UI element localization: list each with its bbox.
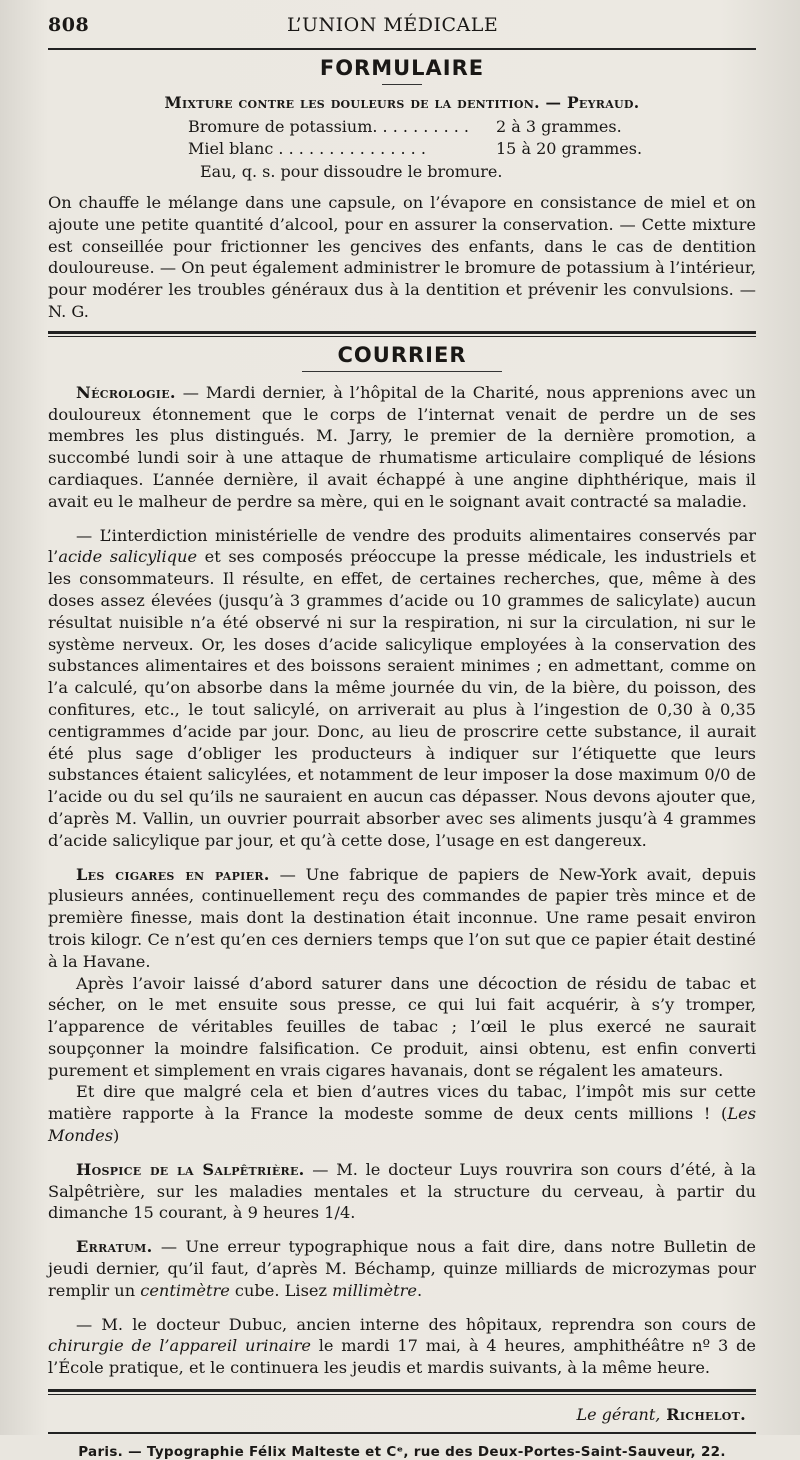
dubuc-italic: chirurgie de l’appareil urinaire [48, 1336, 311, 1356]
page-number: 808 [48, 14, 90, 36]
erratum-text-3: . [416, 1280, 423, 1300]
necrologie-lead: Nécrologie. [76, 382, 176, 402]
cigares-paragraph-2: Après l’avoir laissé d’abord saturer dans une décoction de résidu de tabac et sécher, on le met ensuite sous presse, ce qui lui fait acquérir, à s’y tromper, l’apparence de véritables feuilles de tabac ; l’œil le plus exercé ne saurait soupçonner la moindre falsification. Ce produit, ainsi obtenu, est enfin converti purement et simplement en vrais cigares havanais, dont se régalent les amateurs. [48, 973, 756, 1080]
courrier-heading: COURRIER [337, 342, 467, 367]
dubuc-text-2: le mardi 17 mai, à 4 heures, amphithéâtre nº 3 de l’École pratique, et le continuera les jeudis et mardis suivants, à la même heure. [48, 1336, 756, 1378]
cigares-lead: Les cigares en papier. [76, 864, 270, 884]
section-double-rule [48, 331, 756, 337]
erratum-text-1: — Une erreur typographique nous a fait dire, dans notre Bulletin de jeudi dernier, qu’il faut, d’après M. Béchamp, quinze milliards de microzymas pour remplir un [48, 1237, 756, 1300]
salicylique-text-rest: et ses composés préoccupe la presse médicale, les industriels et les consommateurs. Il résulte, en effet, de certaines recherches, que, même à des doses assez élevées (jusqu’à 3 grammes d’acide ou 10 grammes de salicylate) aucun résultat nuisible n’a été observé ni sur la respiration, ni sur la circulation, ni sur le système nerveux. Or, les doses d’acide salicylique employées à la conservation des substances alimentaires et des boissons seraient minimes ; en admettant, comme on l’a calculé, qu’on absorbe dans la même journée du vin, de la bière, du poisson, des confitures, etc., le tout salicylé, on arriverait au plus à l’ingestion de 0,30 à 0,35 centigrammes d’acide par jour. Donc, au lieu de proscrire cette substance, il aurait été plus sage d’obliger les producteurs à indiquer sur l’étiquette que leurs substances étaient salicylées, et notamment de leur imposer la dose maximum 0/0 de l’acide ou du sel qu’ils ne sauraient en aucun cas dépasser. Nous devons ajouter que, d’après M. Vallin, un ouvrier pourrait absorber avec ses aliments jusqu’à 4 grammes d’acide salicylique par jour, et qu’à cette dose, l’usage en est dangereux. [48, 547, 756, 850]
signature-label: Le gérant, [576, 1405, 661, 1425]
ingredient-quantity: 2 à 3 grammes. [496, 117, 622, 136]
salpetriere-text: — M. le docteur Luys rouvrira son cours d’été, à la Salpêtrière, sur les maladies mentales et la structure du cerveau, à partir du dimanche 15 courant, à 9 heures 1/4. [48, 1159, 756, 1223]
erratum-paragraph [48, 1236, 756, 1301]
cigares-paragraph-1 [48, 864, 756, 973]
formulaire-heading: FORMULAIRE [319, 56, 485, 80]
salicylique-paragraph [48, 525, 756, 852]
cigares-text-3: Et dire que malgré cela et bien d’autres vices du tabac, l’impôt mis sur cette matière rapporte à la France la modeste somme de deux cents millions ! ( [48, 1082, 756, 1124]
salpetriere-lead: Hospice de la Salpêtrière. [76, 1159, 305, 1179]
cigares-paragraph-3 [48, 1081, 756, 1146]
recipe-title: Mixture contre les douleurs de la dentition. — Peyraud. [164, 93, 640, 112]
ingredient-row [188, 116, 756, 138]
recipe-note: Eau, q. s. pour dissoudre le bromure. [200, 162, 503, 181]
running-head [48, 14, 756, 44]
salicylique-text-start: — L’interdiction ministérielle de vendre des produits alimentaires conservés par l’ [48, 525, 756, 567]
formulaire-divider [382, 84, 422, 85]
erratum-italic-2: millimètre [332, 1280, 417, 1300]
erratum-italic-1: centimètre [140, 1280, 230, 1300]
ingredient-name: Bromure de potassium. . . . . . . . . . [188, 117, 470, 136]
necrologie-text: — Mardi dernier, à l’hôpital de la Charité, nous apprenions avec un douloureux étonnement que le corps de l’internat venait de perdre un de ses membres les plus distingués. M. Jarry, le premier de la dernière promotion, a succombé lundi soir à une attaque de rhumatisme articulaire compliqué de lésions cardiaques. L’année dernière, il avait échappé à une angine diphthérique, mais il avait eu le malheur de perdre sa mère, qui en le soignant avait contracté sa maladie. [48, 382, 756, 511]
cigares-text-1: — Une fabrique de papiers de New-York avait, depuis plusieurs années, continuellement reçu des commandes de papier très mince et de première finesse, mais dont la destination était inconnue. Une rame pesait environ trois kilogr. Ce n’est qu’en ces derniers temps que l’on sut que ce papier était destiné à la Havane. [48, 864, 757, 971]
signature [48, 1405, 756, 1424]
cigares-text-3-end: ) [113, 1126, 120, 1146]
journal-title: L’UNION MÉDICALE [286, 14, 499, 36]
dubuc-text-1: — M. le docteur Dubuc, ancien interne des hôpitaux, reprendra son cours de [76, 1314, 756, 1334]
recipe-instructions: On chauffe le mélange dans une capsule, on l’évapore en consistance de miel et on ajoute une petite quantité d’alcool, pour en assurer la conservation. — Cette mixture est conseillée pour frictionner les gencives des enfants, dans le cas de dentition douloureuse. — On peut également administrer le bromure de potassium à l’intérieur, pour modérer les troubles généraux dus à la dentition et prévenir les convulsions. — N. G. [48, 193, 756, 321]
dubuc-paragraph [48, 1314, 756, 1379]
signature-name: Richelot. [660, 1405, 746, 1425]
courrier-divider [302, 371, 502, 372]
erratum-text-2: cube. Lisez [229, 1280, 333, 1300]
salpetriere-paragraph [48, 1159, 756, 1224]
necrologie-paragraph [48, 382, 756, 513]
ingredient-name: Miel blanc . . . . . . . . . . . . . . . [188, 139, 426, 158]
salicylique-italic: acide salicylique [58, 547, 198, 567]
ingredient-quantity: 15 à 20 grammes. [496, 139, 643, 158]
header-rule [48, 48, 756, 50]
erratum-lead: Erratum. [76, 1237, 153, 1257]
imprint-rule [48, 1432, 756, 1434]
footer-double-rule [48, 1389, 756, 1395]
ingredient-row [188, 138, 756, 160]
cigares-source: Les Mondes [48, 1104, 756, 1146]
printer-imprint: Paris. — Typographie Félix Malteste et Cᵉ, rue des Deux-Portes-Saint-Sauveur, 22. [78, 1444, 726, 1460]
recipe-ingredients [188, 116, 756, 160]
